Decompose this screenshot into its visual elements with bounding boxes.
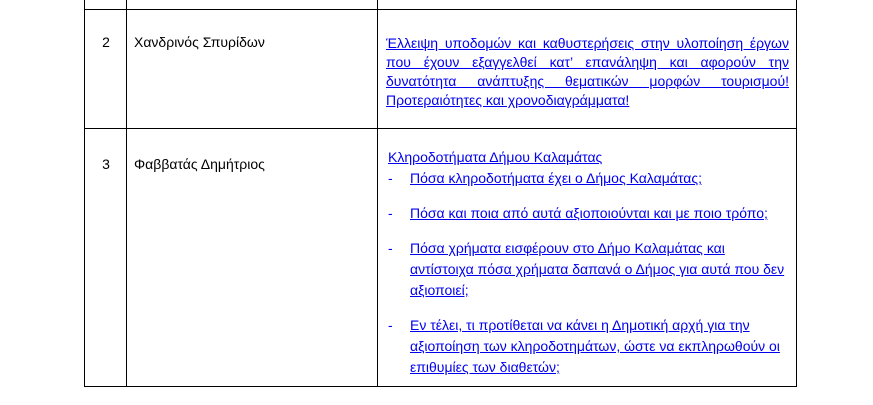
question-text[interactable]: Πόσα χρήματα εισφέρουν στο Δήμο Καλαμάτας και αντίστοιχα πόσα χρήματα δαπανά ο Δήμος για αυτά που δεν αξιοποιεί; <box>410 240 785 298</box>
row-divider-middle <box>85 128 796 129</box>
question-text[interactable]: Πόσα και ποια από αυτά αξιοποιούνται και με ποιο τρόπο; <box>410 205 768 221</box>
bullet-marker: - <box>388 205 393 221</box>
speaker-name: Φαββατάς Δημήτριος <box>134 156 265 172</box>
bullet-marker: - <box>388 317 393 333</box>
column-divider-name <box>377 0 378 386</box>
bullet-marker: - <box>388 170 393 186</box>
row-divider-top <box>85 9 796 10</box>
subject-text[interactable]: Έλλειψη υποδομών και καθυστερήσεις στην υλοποίηση έργων που έχουν εξαγγελθεί κατ’ επανάληψη και αφορούν την δυνατότητα ανάπτυξης θεματικών μορφών τουρισμού! Προτεραιότητες και χρονοδιαγράμματα! <box>386 35 789 108</box>
column-divider-number <box>126 0 127 386</box>
bullet-marker: - <box>388 240 393 256</box>
question-item[interactable] <box>388 168 788 189</box>
row-number: 3 <box>102 156 110 172</box>
speaker-name: Χανδρινός Σπυρίδων <box>134 34 265 50</box>
question-text[interactable]: Εν τέλει, τι προτίθεται να κάνει η Δημοτική αρχή για την αξιοποίηση των κληροδοτημάτων, ώστε να εκπληρωθούν οι επιθυμίες των διαθετών; <box>410 317 780 375</box>
subject-link[interactable] <box>386 34 789 110</box>
question-text[interactable]: Πόσα κληροδοτήματα έχει ο Δήμος Καλαμάτας; <box>410 170 702 186</box>
subject-title-link[interactable]: Κληροδοτήματα Δήμου Καλαμάτας <box>388 149 603 165</box>
question-item[interactable] <box>388 315 788 378</box>
row-number: 2 <box>102 34 110 50</box>
agenda-table <box>84 0 797 387</box>
question-item[interactable] <box>388 203 788 224</box>
question-item[interactable] <box>388 238 788 301</box>
